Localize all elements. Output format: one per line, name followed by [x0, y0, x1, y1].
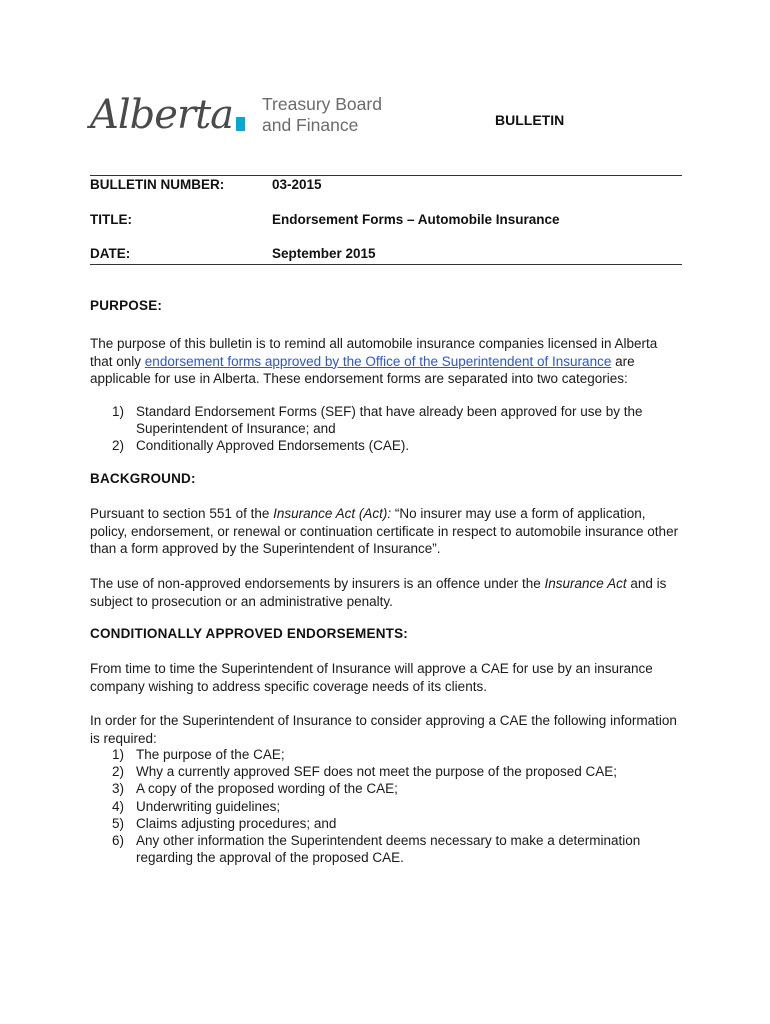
list-item-number: 1) — [112, 747, 125, 762]
divider-bottom — [90, 264, 682, 265]
title-label: TITLE: — [90, 212, 132, 227]
cae-heading: CONDITIONALLY APPROVED ENDORSEMENTS: — [90, 626, 408, 641]
background-p1-start: Pursuant to section 551 of the — [90, 506, 274, 521]
list-item — [90, 403, 682, 437]
bulletin-number-value: 03-2015 — [272, 177, 322, 192]
purpose-paragraph — [90, 335, 682, 388]
insurance-act-reference: Insurance Act — [544, 576, 627, 591]
background-p2-end: and is subject to prosecution or an administrative penalty. — [90, 576, 667, 609]
cae-paragraph-2: In order for the Superintendent of Insurance to consider approving a CAE the following information is required: — [90, 713, 677, 746]
logo-line-1: Treasury Board — [262, 94, 382, 114]
list-item-text: A copy of the proposed wording of the CAE; — [136, 781, 398, 797]
list-item — [90, 780, 682, 797]
list-item-number: 2) — [112, 764, 125, 780]
alberta-logo — [90, 92, 410, 142]
purpose-heading: PURPOSE: — [90, 298, 163, 313]
list-item-number: 6) — [112, 833, 125, 849]
bulletin-heading: BULLETIN — [495, 112, 565, 128]
list-item-text: Any other information the Superintendent deems necessary to make a determination regarding the approval of the proposed CAE. — [136, 833, 641, 866]
list-item-number: 2) — [112, 438, 125, 454]
list-item-number: 5) — [112, 815, 125, 831]
list-item-text: Claims adjusting procedures; and — [136, 815, 337, 831]
background-heading: BACKGROUND: — [90, 471, 196, 486]
list-item — [90, 815, 682, 832]
purpose-text-end: are applicable for use in Alberta. These endorsement forms are separated into two categories: — [90, 353, 635, 387]
list-item-text: Standard Endorsement Forms (SEF) that have already been approved for use by the Superintendent of Insurance; and — [136, 404, 643, 437]
list-item-text: Conditionally Approved Endorsements (CAE). — [136, 438, 410, 454]
background-paragraph-2 — [90, 575, 682, 610]
date-label: DATE: — [90, 246, 131, 261]
insurance-act-citation: Insurance Act (Act): — [273, 506, 392, 521]
list-item-number: 1) — [112, 404, 125, 419]
date-value: September 2015 — [272, 246, 376, 261]
logo-accent-mark — [236, 117, 245, 131]
list-item — [90, 763, 682, 780]
list-item-number: 4) — [112, 798, 125, 814]
list-item-text: Why a currently approved SEF does not meet the purpose of the proposed CAE; — [136, 764, 618, 780]
list-item — [90, 798, 682, 815]
cae-requirements-list — [90, 746, 682, 866]
divider-top — [90, 175, 682, 176]
list-item-text: Underwriting guidelines; — [136, 798, 281, 814]
purpose-list — [90, 403, 682, 455]
background-p2-start: The use of non-approved endorsements by insurers is an offence under the — [90, 576, 545, 591]
list-item — [90, 437, 682, 454]
background-p1-quote: “No insurer may use a form of application, policy, endorsement, or renewal or continuation certificate in respect to automobile insurance other than a form approved by the Superintendent of Insurance”. — [90, 506, 679, 557]
list-item-text: The purpose of the CAE; — [136, 747, 285, 762]
title-value: Endorsement Forms – Automobile Insurance — [272, 212, 560, 227]
list-item-number: 3) — [112, 781, 125, 797]
logo-line-2: and Finance — [262, 115, 359, 135]
cae-paragraph-1: From time to time the Superintendent of Insurance will approve a CAE for use by an insurance company wishing to address specific coverage needs of its clients. — [90, 661, 653, 694]
logo-wordmark: Alberta — [90, 92, 233, 138]
purpose-text-start: The purpose of this bulletin is to remind all automobile insurance companies licensed in Alberta that only — [90, 336, 658, 369]
list-item — [90, 746, 682, 763]
bulletin-number-label: BULLETIN NUMBER: — [90, 177, 225, 192]
logo-ministry-name — [262, 94, 382, 136]
list-item — [90, 832, 682, 866]
background-paragraph-1 — [90, 505, 682, 558]
approved-forms-link[interactable]: endorsement forms approved by the Office of the Superintendent of Insurance — [144, 353, 612, 369]
